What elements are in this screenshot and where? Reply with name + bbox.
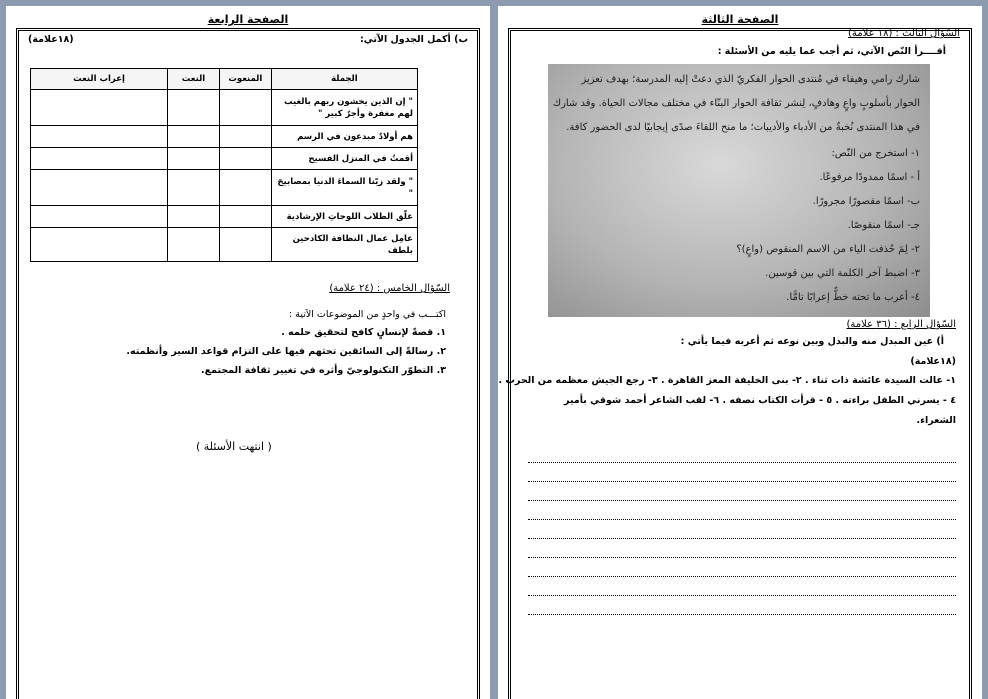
parsing-cell[interactable] xyxy=(31,170,168,206)
sentence-cell: هم أولادٌ مبدعون في الرسم xyxy=(271,126,417,148)
answer-line[interactable] xyxy=(528,595,956,596)
answer-line[interactable] xyxy=(528,614,956,615)
described-cell[interactable] xyxy=(219,90,271,126)
part-b-marks: (١٨علامة) xyxy=(28,34,74,45)
sentence-cell: " ولقد زيّنا السماءَ الدنيا بمصابيحَ " xyxy=(271,170,417,206)
scanned-text-photo xyxy=(548,64,930,317)
photo-text-line: ٢- لِمَ حُذفت الياء من الاسم المنقوص (واعٍ)؟ xyxy=(736,244,920,255)
adjective-cell[interactable] xyxy=(168,126,220,148)
sentence-cell: أقمتُ في المنزل الفسيح xyxy=(271,148,417,170)
parsing-cell[interactable] xyxy=(31,126,168,148)
table-header-row xyxy=(31,69,418,90)
badal-sentences-line: ١- عالت السيدة عائشة ذات ثناء . ٢- بنى الخليفة المعز القاهرة . ٣- رجع الجيش معظمه من الحرب . xyxy=(498,375,956,386)
photo-text-line: أ - اسمًا ممدودًا مرفوعًا. xyxy=(819,172,920,183)
table-row xyxy=(31,126,418,148)
table-row xyxy=(31,90,418,126)
page-four-title: الصفحة الرابعة xyxy=(207,13,289,26)
answer-line[interactable] xyxy=(528,519,956,520)
photo-text-line: جـ- اسمًا منقوصًا. xyxy=(847,220,920,231)
described-cell[interactable] xyxy=(219,148,271,170)
answer-line[interactable] xyxy=(528,576,956,577)
parsing-cell[interactable] xyxy=(31,228,168,262)
photo-text-line: ٤- أعرب ما تحته خطٌّ إعرابًا تامًّا. xyxy=(786,292,920,303)
adjective-table xyxy=(30,68,418,262)
answer-line[interactable] xyxy=(528,557,956,558)
parsing-cell[interactable] xyxy=(31,206,168,228)
question-four-marks: (١٨علامة) xyxy=(910,356,956,367)
question-five-title: السّؤال الخامس : (٢٤ علامة) xyxy=(329,283,450,294)
photo-text-line: ٣- اضبط آخر الكلمة التي بين قوسين. xyxy=(765,268,920,279)
header-sentence: الجملة xyxy=(271,69,417,90)
sentence-cell: " إن الذين يخشون ربهم بالغيب لهم مغفرة وأجرٌ كبير " xyxy=(271,90,417,126)
described-cell[interactable] xyxy=(219,228,271,262)
answer-line[interactable] xyxy=(528,481,956,482)
adjective-cell[interactable] xyxy=(168,170,220,206)
adjective-cell[interactable] xyxy=(168,90,220,126)
adjective-cell[interactable] xyxy=(168,148,220,170)
table-row xyxy=(31,148,418,170)
question-five-instruction: اكتـــب في واحدٍ من الموضوعات الآتية : xyxy=(289,309,446,320)
question-three-instruction: أقــــرأ النّص الآتي، ثم أجب عما يليه من الأسئلة : xyxy=(717,46,946,57)
topic-item: ٣. التطوّر التكنولوجيّ وأثره في تغيير ثقافة المجتمع. xyxy=(200,365,446,376)
described-cell[interactable] xyxy=(219,170,271,206)
table-row xyxy=(31,170,418,206)
photo-text-line: ١- استخرج من النّص: xyxy=(831,148,920,159)
parsing-cell[interactable] xyxy=(31,90,168,126)
adjective-cell[interactable] xyxy=(168,206,220,228)
page-three-title: الصفحة الثالثة xyxy=(701,13,779,26)
table-row xyxy=(31,206,418,228)
part-b-header xyxy=(28,34,468,48)
adjective-cell[interactable] xyxy=(168,228,220,262)
header-adjective: النعت xyxy=(168,69,220,90)
answer-line[interactable] xyxy=(528,500,956,501)
header-described: المنعوت xyxy=(219,69,271,90)
described-cell[interactable] xyxy=(219,126,271,148)
badal-sentences-line: ٤ - يسرني الطفل براءته . ٥ - قرأت الكتاب نصفه . ٦- لقب الشاعر أحمد شوقي بأمير xyxy=(564,395,956,406)
parsing-cell[interactable] xyxy=(31,148,168,170)
answer-line[interactable] xyxy=(528,538,956,539)
badal-sentences-line: الشعراء. xyxy=(916,415,956,426)
question-three-title: السّؤال الثالث : (١٨ علامة) xyxy=(847,28,960,39)
photo-text-line: ب- اسمًا مقصورًا مجرورًا. xyxy=(812,196,920,207)
question-four-instruction: أ) عين المبدل منه والبدل وبين نوعه ثم أعربه فيما يأتي : xyxy=(680,336,944,347)
part-b-label: ب) أكمل الجدول الآتي: xyxy=(359,34,468,45)
sentence-cell: عامِل عمال النظافة الكادحين بلطف xyxy=(271,228,417,262)
topic-item: ١. قصةً لإنسانٍ كافح لتحقيق حلمه . xyxy=(281,327,446,338)
question-four-title: السّؤال الرابع : (٣٦ علامة) xyxy=(846,319,956,330)
photo-text-line: في هذا المنتدى نُخبةٌ من الأدباء والأديبات؛ ما منح اللقاءَ صدًى إيجابيًا لدى الحضور كافة. xyxy=(566,122,920,133)
sentence-cell: علّق الطلاب اللوحاتِ الإرشادية xyxy=(271,206,417,228)
header-parsing: إعراب النعت xyxy=(31,69,168,90)
topic-item: ٢. رسالةً إلى السائقين تحثهم فيها على التزام قواعد السير وأنظمته. xyxy=(126,346,446,357)
photo-text-line: الحوار بأسلوبٍ واعٍ وهادفٍ، لِنشر ثقافة الحوار البنّاء في مختلف مجالات الحياة. وقد شارك xyxy=(552,98,920,109)
end-of-questions-note: ( انتهت الأسئلة ) xyxy=(196,440,272,453)
photo-text-line: شارك رامي وهيفاء في مُنتدى الحوار الفكريّ الذي دعتْ إليه المدرسة؛ بهدف تعزيز xyxy=(581,74,920,85)
page-three xyxy=(498,6,982,699)
described-cell[interactable] xyxy=(219,206,271,228)
answer-line[interactable] xyxy=(528,462,956,463)
page-four xyxy=(6,6,490,699)
table-row xyxy=(31,228,418,262)
